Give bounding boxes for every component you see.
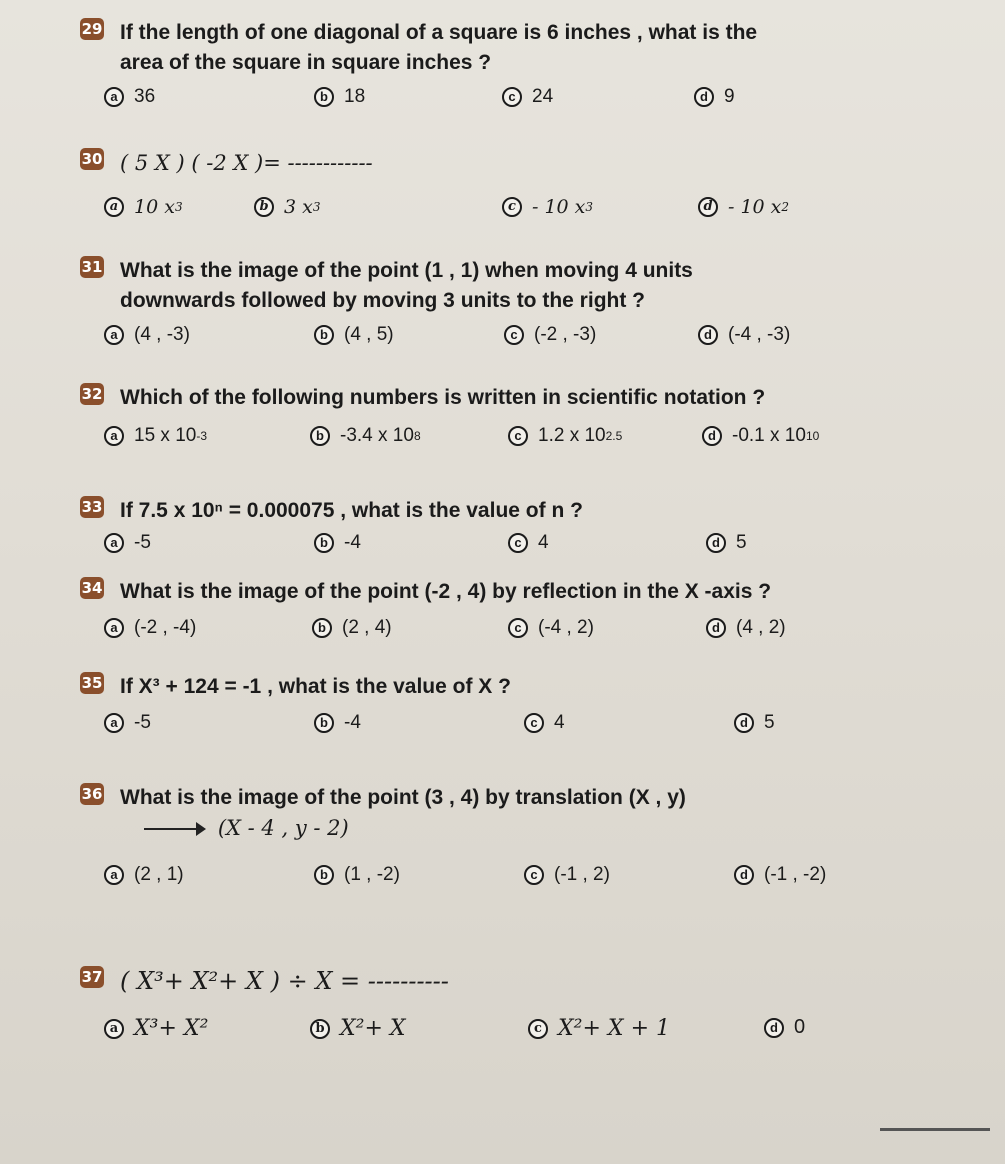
option-c[interactable]	[504, 324, 596, 346]
option-text: (4 , -3)	[134, 324, 190, 345]
option-text: -3.4 x 10	[340, 425, 414, 446]
option-letter: c	[508, 533, 528, 553]
option-letter: c	[524, 865, 544, 885]
question-text: What is the image of the point (-2 , 4) by reflection in the X -axis ?	[120, 580, 772, 603]
option-letter: d	[764, 1018, 784, 1038]
option-text: (2 , 1)	[134, 864, 184, 885]
option-letter: b	[254, 197, 274, 217]
option-text: (-4 , 2)	[538, 617, 594, 638]
option-text: (2 , 4)	[342, 617, 392, 638]
translation-image: (X - 4 , y - 2)	[217, 816, 349, 840]
option-text: -0.1 x 10	[732, 425, 806, 446]
option-text: (4 , 5)	[344, 324, 394, 345]
option-letter: d	[702, 426, 722, 446]
question-number: 36	[81, 785, 103, 803]
option-letter: a	[104, 426, 124, 446]
option-letter: d	[734, 865, 754, 885]
option-a[interactable]	[104, 324, 190, 346]
option-b[interactable]	[314, 532, 361, 554]
option-letter: b	[314, 87, 334, 107]
question-number: 37	[81, 968, 103, 986]
question-number: 35	[81, 674, 103, 692]
option-text: X²+ X	[340, 1016, 406, 1041]
question-text-line2: area of the square in square inches ?	[120, 51, 492, 74]
option-letter: c	[504, 325, 524, 345]
question-36	[81, 783, 964, 898]
question-text: Which of the following numbers is written in scientific notation ?	[120, 386, 766, 409]
option-a[interactable]	[104, 712, 151, 734]
option-letter: d	[694, 87, 714, 107]
option-letter: a	[104, 1019, 124, 1039]
option-exponent: 8	[413, 429, 421, 443]
option-text: (1 , -2)	[344, 864, 400, 885]
option-text: 4	[554, 712, 565, 733]
question-number: 33	[81, 498, 103, 516]
option-c[interactable]	[508, 617, 594, 639]
option-a[interactable]	[104, 1016, 208, 1041]
option-text: 4	[538, 532, 549, 553]
option-letter: a	[104, 533, 124, 553]
option-b[interactable]	[310, 1016, 406, 1041]
option-text: (-1 , -2)	[764, 864, 827, 885]
option-letter: b	[312, 618, 332, 638]
question-37	[81, 966, 964, 1050]
question-text-line2: downwards followed by moving 3 units to the right ?	[120, 289, 645, 312]
option-text: 0	[794, 1016, 806, 1038]
option-text: (-2 , -4)	[134, 617, 197, 638]
option-letter: b	[314, 325, 334, 345]
option-letter: d	[734, 713, 754, 733]
option-letter: a	[104, 87, 124, 107]
option-text: 9	[724, 86, 735, 107]
option-letter: c	[502, 197, 522, 217]
option-letter: d	[698, 325, 718, 345]
option-text: - 10 x	[728, 196, 782, 218]
question-text: What is the image of the point (3 , 4) by translation (X , y)	[120, 786, 686, 809]
option-letter: c	[524, 713, 544, 733]
question-32	[81, 383, 964, 459]
option-letter: d	[706, 533, 726, 553]
option-a[interactable]	[104, 532, 151, 554]
option-b[interactable]	[310, 425, 421, 447]
right-arrow-icon	[144, 828, 204, 830]
option-exponent: 10	[805, 429, 820, 443]
option-c[interactable]	[508, 425, 622, 447]
divider	[880, 1128, 990, 1131]
option-letter: a	[104, 325, 124, 345]
option-d[interactable]	[734, 712, 775, 734]
option-text: 1.2 x 10	[538, 425, 606, 446]
question-33	[81, 496, 964, 566]
option-d[interactable]	[702, 425, 819, 447]
option-b[interactable]	[254, 196, 320, 218]
option-text: 5	[764, 712, 775, 733]
option-text: (-4 , -3)	[728, 324, 791, 345]
question-text: ( 5 X ) ( -2 X )= ------------	[120, 151, 373, 175]
option-d[interactable]	[706, 532, 747, 554]
option-c[interactable]	[524, 864, 610, 886]
option-text: -5	[134, 532, 151, 553]
option-exponent: -3	[196, 429, 207, 443]
option-text: X³+ X²	[134, 1016, 209, 1041]
question-number: 34	[81, 579, 103, 597]
question-29	[81, 18, 964, 120]
option-d[interactable]	[694, 86, 735, 108]
option-text: 3 x	[284, 196, 313, 218]
option-text: -4	[344, 712, 361, 733]
option-b[interactable]	[314, 86, 365, 108]
question-text: ( X³+ X²+ X ) ÷ X = ----------	[120, 967, 449, 995]
option-text: (-1 , 2)	[554, 864, 610, 885]
option-letter: b	[310, 1019, 330, 1039]
option-letter: c	[508, 426, 528, 446]
option-d[interactable]	[764, 1016, 805, 1039]
option-exponent: 2.5	[605, 429, 623, 443]
option-a[interactable]	[104, 86, 155, 108]
option-a[interactable]	[104, 617, 196, 639]
question-30	[81, 148, 964, 230]
option-text: 24	[532, 86, 554, 107]
option-exponent: 3	[174, 200, 183, 214]
option-d[interactable]	[698, 324, 790, 346]
option-a[interactable]	[104, 196, 183, 218]
option-d[interactable]	[734, 864, 826, 886]
option-text: 18	[344, 86, 366, 107]
option-c[interactable]	[508, 532, 549, 554]
option-a[interactable]	[104, 425, 207, 447]
option-text: 15 x 10	[134, 425, 197, 446]
question-number: 32	[81, 385, 103, 403]
option-c[interactable]	[502, 196, 593, 218]
question-34	[81, 577, 964, 651]
question-text: If 7.5 x 10ⁿ = 0.000075 , what is the value of n ?	[120, 499, 583, 522]
option-text: -5	[134, 712, 151, 733]
option-b[interactable]	[314, 712, 361, 734]
option-exponent: 3	[312, 200, 321, 214]
option-b[interactable]	[312, 617, 392, 639]
option-c[interactable]	[502, 86, 553, 108]
option-letter: b	[314, 713, 334, 733]
option-letter: c	[508, 618, 528, 638]
question-text: If the length of one diagonal of a square is 6 inches , what is the	[120, 21, 758, 44]
option-d[interactable]	[698, 196, 789, 218]
option-b[interactable]	[314, 864, 400, 886]
translation-rule	[132, 813, 964, 844]
option-letter: c	[502, 87, 522, 107]
option-c[interactable]	[524, 712, 565, 734]
option-text: 10 x	[134, 196, 175, 218]
question-number: 31	[81, 258, 103, 276]
question-text: What is the image of the point (1 , 1) when moving 4 units	[120, 259, 693, 282]
option-text: 36	[134, 86, 156, 107]
option-a[interactable]	[104, 864, 184, 886]
option-text: 5	[736, 532, 747, 553]
option-letter: b	[314, 865, 334, 885]
option-text: - 10 x	[532, 196, 586, 218]
option-letter: d	[706, 618, 726, 638]
question-number: 30	[81, 150, 103, 168]
option-b[interactable]	[314, 324, 394, 346]
option-letter: c	[528, 1019, 548, 1039]
option-letter: b	[310, 426, 330, 446]
option-letter: a	[104, 865, 124, 885]
option-d[interactable]	[706, 617, 786, 639]
question-31	[81, 256, 964, 358]
option-text: (4 , 2)	[736, 617, 786, 638]
option-letter: b	[314, 533, 334, 553]
option-letter: d	[698, 197, 718, 217]
question-35	[81, 672, 964, 746]
option-text: (-2 , -3)	[534, 324, 597, 345]
option-c[interactable]	[528, 1016, 670, 1041]
option-text: X²+ X + 1	[558, 1016, 670, 1041]
question-text: If X³ + 124 = -1 , what is the value of X ?	[120, 675, 511, 698]
option-letter: a	[104, 713, 124, 733]
question-number: 29	[81, 20, 103, 38]
option-letter: a	[104, 197, 124, 217]
option-text: -4	[344, 532, 361, 553]
option-exponent: 2	[781, 200, 790, 214]
option-letter: a	[104, 618, 124, 638]
option-exponent: 3	[585, 200, 594, 214]
